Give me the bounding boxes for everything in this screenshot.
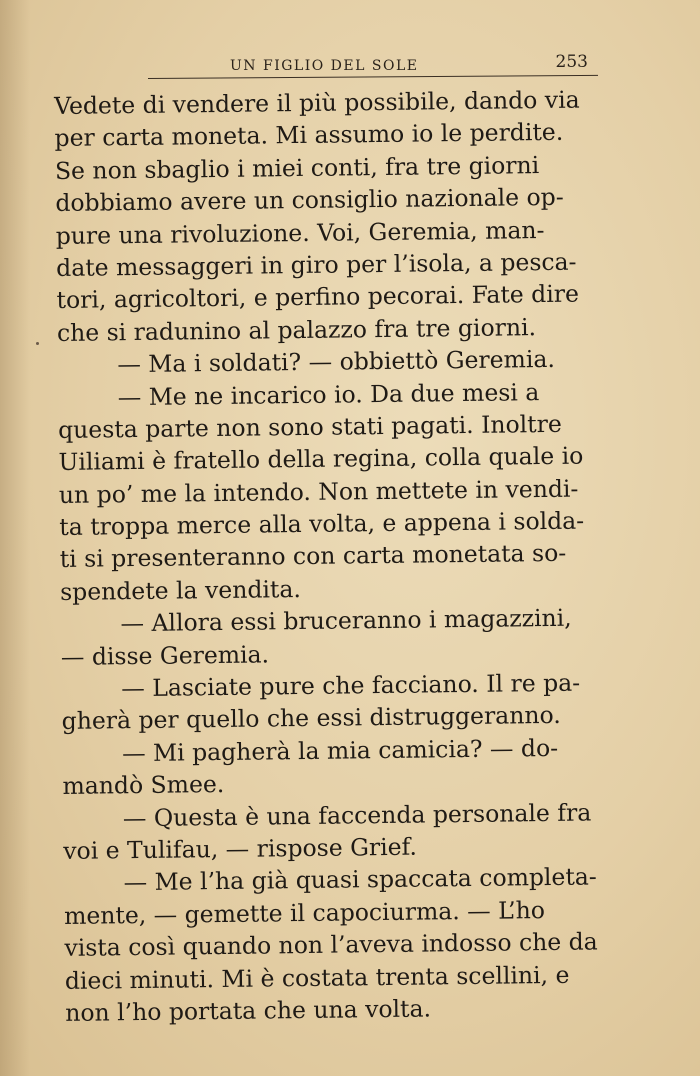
text-line: che si radunino al palazzo fra tre giorni. [56,312,537,347]
gutter-shadow [0,0,30,1076]
text-line: pure una rivoluzione. Voi, Geremia, man- [55,215,545,250]
text-line: vista così quando non l’aveva indosso che da [64,927,598,963]
text-line: non l’ho portata che una volta. [65,994,432,1027]
text-line: spendete la vendita. [59,574,302,606]
text-line: voi e Tulifau, — rispose Grief. [63,832,418,865]
text-line: Uiliami è fratello della regina, colla quale io [58,441,584,477]
text-line: — disse Geremia. [60,640,270,671]
text-line: — Ma i soldati? — obbiettò Geremia. [117,345,556,379]
text-line: gherà per quello che essi distruggeranno. [61,701,561,736]
body-text [54,83,625,1029]
text-line: ta troppa merce alla volta, e appena i solda- [59,506,585,542]
margin-speck [36,342,39,345]
text-line: per carta moneta. Mi assumo io le perdite. [54,118,564,153]
running-title: UN FIGLIO DEL SOLE [230,58,419,74]
text-line: Se non sbaglio i miei conti, fra tre giorni [54,150,540,185]
text-line: mente, — gemette il capociurma. — L’ho [63,895,546,930]
text-line: — Lasciate pure che facciano. Il re pa- [121,668,581,703]
text-line: un po’ me la intendo. Non mettete in vendi- [58,474,579,509]
text-line: — Me ne incarico io. Da due mesi a [117,377,540,411]
text-line: mandò Smee. [62,770,225,801]
text-line: — Allora essi bruceranno i magazzini, [120,603,572,638]
text-line: — Me l’ha già quasi spaccata completa- [123,862,597,897]
text-line: ti si presenteranno con carta monetata so- [59,539,567,574]
text-line: dobbiamo avere un consiglio nazionale op- [55,182,564,218]
text-line: Vedete di vendere il più possibile, dando via [54,85,580,120]
page-number: 253 [555,52,588,72]
text-line: date messaggeri in giro per l’isola, a pesca- [56,247,577,282]
text-line: questa parte non sono stati pagati. Inoltre [57,409,562,444]
text-line: — Questa è una faccenda personale fra [122,798,592,832]
text-line: — Mi pagherà la mia camicia? — do- [121,733,559,768]
text-line: tori, agricoltori, e perfino pecorai. Fate dire [56,279,580,315]
text-line: dieci minuti. Mi è costata trenta scellini, e [64,960,570,995]
